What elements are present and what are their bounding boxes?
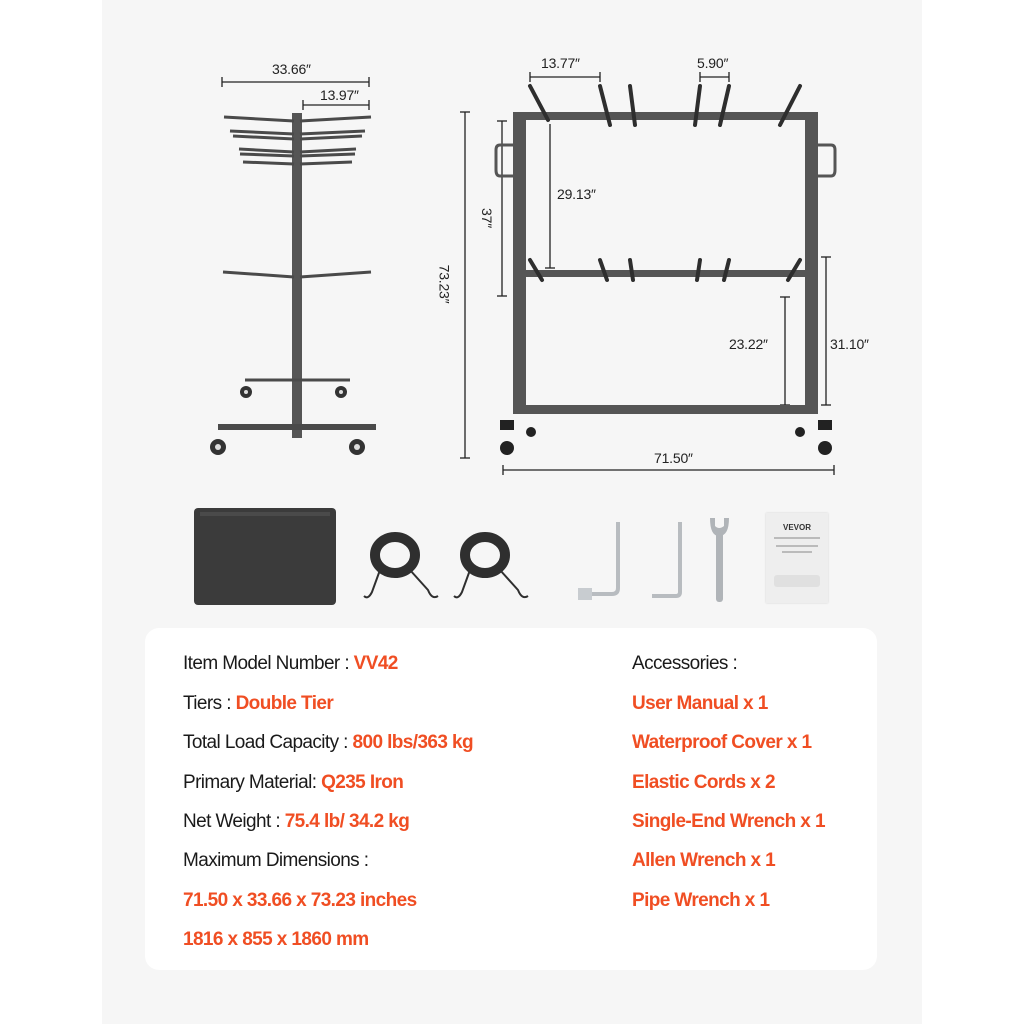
elastic-cord-image-2 xyxy=(454,537,528,597)
model-value: VV42 xyxy=(353,653,398,674)
allen-wrench-image xyxy=(652,522,680,596)
lower-clearance-dim-label: 23.22″ xyxy=(729,336,768,352)
spec-tiers: Tiers : Double Tier xyxy=(183,693,334,714)
accessory-item: Pipe Wrench x 1 xyxy=(632,890,770,911)
material-value: Q235 Iron xyxy=(321,772,404,793)
spec-dimensions-inches: 71.50 x 33.66 x 73.23 inches xyxy=(183,890,417,911)
single-end-wrench-image xyxy=(578,522,618,600)
load-value: 800 lbs/363 kg xyxy=(352,732,473,753)
spec-dimensions-label: Maximum Dimensions : xyxy=(183,850,369,871)
handle-height-label: 37″ xyxy=(478,208,495,228)
spec-card xyxy=(145,628,877,970)
hook-spacing-narrow-label: 5.90″ xyxy=(697,55,729,71)
spec-model: Item Model Number : VV42 xyxy=(183,653,398,674)
cart-drawings xyxy=(0,0,1024,490)
accessory-item: Waterproof Cover x 1 xyxy=(632,732,812,753)
manual-brand-text: VEVOR xyxy=(782,523,811,532)
user-manual-image xyxy=(766,513,828,603)
waterproof-cover-image xyxy=(194,508,336,605)
weight-value: 75.4 lb/ 34.2 kg xyxy=(284,811,410,832)
front-width-dim-label: 71.50″ xyxy=(654,450,693,466)
accessories-heading: Accessories : xyxy=(632,653,738,674)
spec-weight: Net Weight : 75.4 lb/ 34.2 kg xyxy=(183,811,410,832)
product-diagrams xyxy=(0,0,1024,490)
accessory-item: User Manual x 1 xyxy=(632,693,768,714)
accessory-item: Single-End Wrench x 1 xyxy=(632,811,825,832)
front-view-drawing xyxy=(460,72,835,475)
accessory-item: Elastic Cords x 2 xyxy=(632,772,775,793)
side-view-drawing xyxy=(210,77,376,455)
accessory-item: Allen Wrench x 1 xyxy=(632,850,776,871)
upper-tier-dim-label: 29.13″ xyxy=(557,186,596,202)
elastic-cord-image-1 xyxy=(364,537,438,597)
total-height-label: 73.23″ xyxy=(436,264,453,304)
spec-material: Primary Material: Q235 Iron xyxy=(183,772,404,793)
hook-spacing-wide-label: 13.77″ xyxy=(541,55,580,71)
side-width-dim-label: 33.66″ xyxy=(272,61,311,77)
spec-load: Total Load Capacity : 800 lbs/363 kg xyxy=(183,732,473,753)
accessory-images xyxy=(0,500,1024,615)
tiers-value: Double Tier xyxy=(235,693,334,714)
lower-tier-height-label: 31.10″ xyxy=(830,336,869,352)
spec-dimensions-mm: 1816 x 855 x 1860 mm xyxy=(183,929,369,950)
side-arm-dim-label: 13.97″ xyxy=(320,87,359,103)
pipe-wrench-image xyxy=(710,518,729,602)
